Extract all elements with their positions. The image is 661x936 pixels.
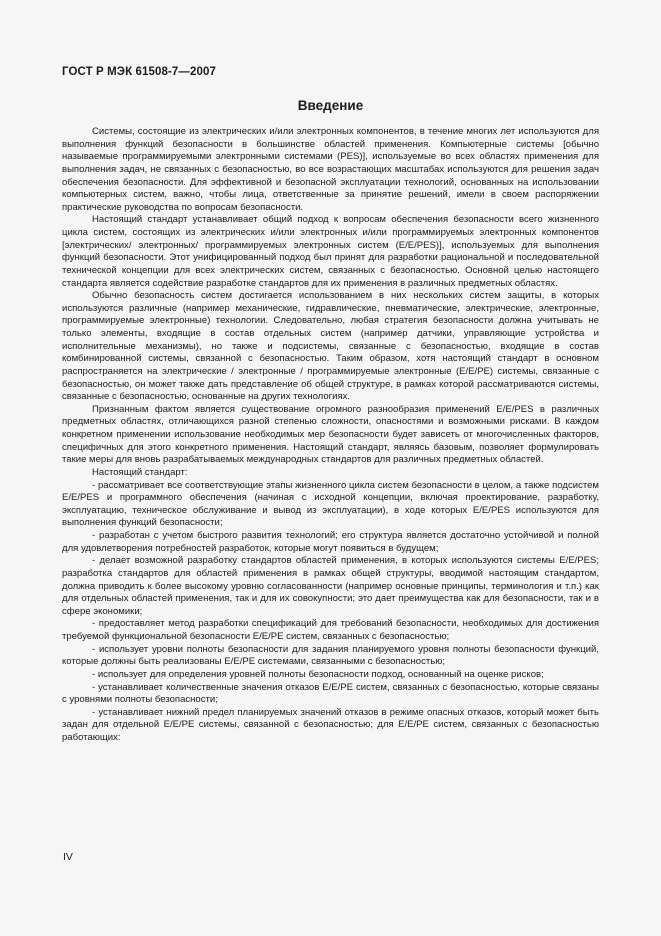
standard-designation: ГОСТ Р МЭК 61508-7—2007 — [62, 66, 216, 78]
paragraph: Настоящий стандарт: — [92, 466, 188, 478]
paragraph: Признанным фактом является существование огромного разнообразия применений E/E/PES в различных предметных областях, отличающихся разной степенью сложности, опасностями и возможными рисками. В каждом конкретном применении использование необходимых мер безопасности будет зависеть от многочисленных факторов, специфичных для этого конкретного применения. Настоящий стандарт, являясь базовым, позволяет формулировать такие меры для вновь разрабатываемых международных стандартов для различных предметных областей. — [62, 403, 599, 466]
list-item: - использует уровни полноты безопасности для задания планируемого уровня полноты безопасности функций, которые должны быть реализованы E/E/PE системами, связанными с безопасностью; — [62, 643, 599, 668]
paragraph: Системы, состоящие из электрических и/или электронных компонентов, в течение многих лет используются для выполнения функций безопасности в большинстве областей применения. Компьютерные системы [обычно называемые программируемыми электронными системами (PES)], используемые во всех областях применения для выполнения задач, не связанных с безопасностью, во все возрастающих масштабах используются для решения задач обеспечения безопасности. Для эффективной и безопасной эксплуатации технологий, основанных на использовании компьютерных систем, важно, чтобы лица, ответственные за принятие решений, имели в своем распоряжении практические руководства по вопросам безопасности. — [62, 126, 599, 213]
list-item: - делает возможной разработку стандартов областей применения, в которых используются системы E/E/PES; разработка стандартов для областей применения в рамках общей структуры, вводимой настоящим стандартом, должна приводить к более высокому уровню согласованности (например основные принципы, терминология и т.п.) как для отдельных областей применения, так и для их совокупности; это дает преимущества как для безопасности, так и в сфере экономики; — [62, 555, 599, 617]
paragraph: Настоящий стандарт устанавливает общий подход к вопросам обеспечения безопасности всего жизненного цикла систем, состоящих из электрических и/или электронных и/или программируемых электронных компонентов [электрических/ электронных/ программируемых электронных систем (E/E/PES)], используемых для выполнения функций безопасности. Этот унифицированный подход был принят для разработки рациональной и последовательной технической концепции для всех электрических систем, связанных с безопасностью. Основной целью настоящего стандарта является содействие разработке стандартов для их применения в различных предметных областях. — [62, 214, 599, 289]
list-item: - устанавливает нижний предел планируемых значений отказов в режиме опасных отказов, который может быть задан для отдельной E/E/PE системы, связанной с безопасностью; для E/E/PE систем, связанных с безопасностью работающих: — [62, 706, 599, 743]
body-text — [62, 126, 599, 745]
page-number: IV — [63, 851, 73, 863]
paragraph: Обычно безопасность систем достигается использованием в них нескольких систем защиты, в которых используются различные (например механические, гидравлические, пневматические, электрические, электронные, программируемые электронные) технологии. Следовательно, любая стратегия безопасности должна учитывать не только элементы, входящие в состав отдельных систем (например датчики, управляющие устройства и исполнительные механизмы), но также и подсистемы, связанные с безопасностью, входящие в состав комбинированной системы, связанной с безопасностью. Таким образом, хотя настоящий стандарт в основном распространяется на электрические / электронные / программируемые электронные (E/E/PE) системы, связанные с безопасностью, он может также дать представление об общей структуре, в рамках которой рассматриваются системы, связанные с безопасностью, основанные на других технологиях. — [62, 290, 599, 403]
list-item: - использует для определения уровней полноты безопасности подход, основанный на оценке рисков; — [92, 668, 544, 680]
list-item: - устанавливает количественные значения отказов E/E/PE систем, связанных с безопасностью, которые связаны с уровнями полноты безопасности; — [62, 681, 599, 706]
list-item: - разработан с учетом быстрого развития технологий; его структура является достаточно устойчивой и полной для удовлетворения потребностей разработок, которые могут появиться в будущем; — [62, 530, 599, 554]
list-item: - предоставляет метод разработки спецификаций для требований безопасности, необходимых для достижения требуемой функциональной безопасности E/E/PE систем, связанных с безопасностью; — [62, 618, 599, 642]
list-item: - рассматривает все соответствующие этапы жизненного цикла систем безопасности в целом, а также подсистем E/E/PES и программного обеспечения (начиная с исходной концепции, включая проектирование, разработку, эксплуатацию, техническое обслуживание и вывод из эксплуатации), в ходе которых E/E/PES используются для выполнения функций безопасности; — [62, 479, 599, 529]
section-title: Введение — [297, 98, 364, 113]
